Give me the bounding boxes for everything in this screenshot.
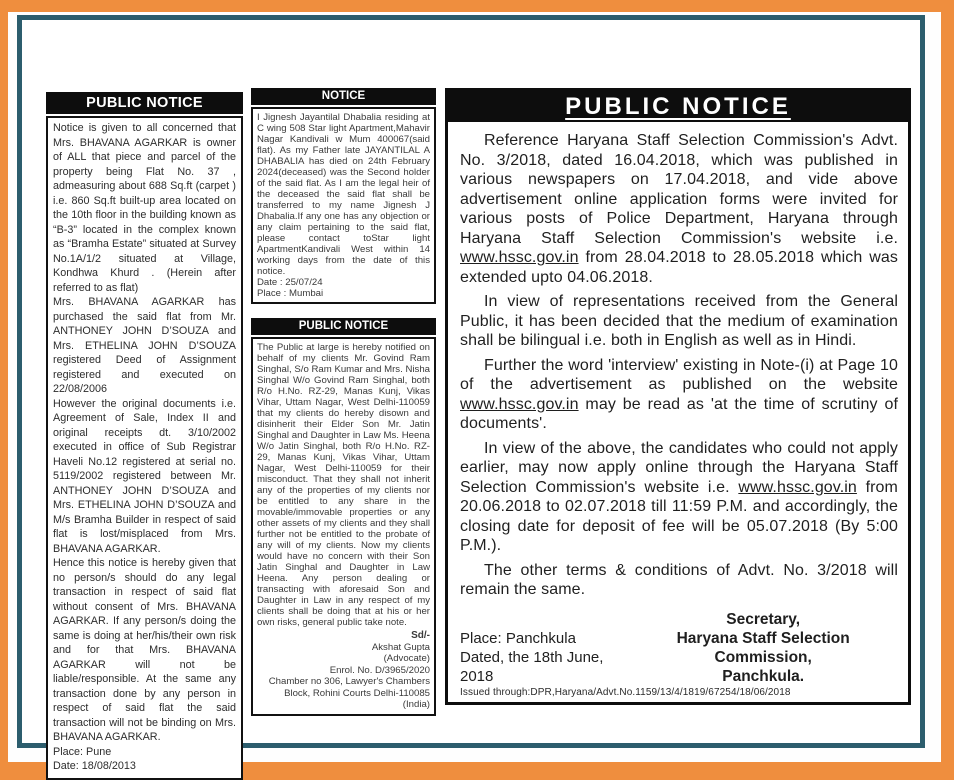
advocate-name: Akshat Gupta xyxy=(371,641,430,653)
middle-top-notice-date: Date : 25/07/24 xyxy=(257,277,323,288)
advocate-address-line-2: Block, Rohini Courts Delhi-110085 (India) xyxy=(284,687,430,710)
hssc-paragraph-1 xyxy=(460,131,898,287)
hssc-paragraph-3-text: Further the word 'interview' existing in Note-(i) at Page 10 of the advertisement as published on the website xyxy=(460,356,898,393)
hssc-paragraph-2: In view of representations received from the General Public, it has been decided that the medium of examination shall be bilingual i.e. both in English as well as in Hindi. xyxy=(460,293,898,349)
hssc-paragraph-4-text: In view of the above, the candidates who could not apply earlier, may now apply online through the Haryana Staff Selection Commission's website i.e. xyxy=(460,439,898,496)
hssc-secretary-block xyxy=(632,610,894,686)
left-notice-paragraph-1: Notice is given to all concerned that Mrs. BHAVANA AGARKAR is owner of ALL that piece and parcel of the property being Flat No. 37 , admeasuring about 688 Sq.ft (carpet ) i.e. 860 Sq.ft built-up area located on the 10th floor in the building known as “B-3” located in the complex known as “Bramha Estate” situated at Survey No.1A/1/2 situated at Village, Kondhwa Khurd . (Herein after referred to as flat) xyxy=(53,122,236,294)
hssc-paragraph-3-text-end: may be read as 'at the time of scrutiny of documents'. xyxy=(460,395,898,432)
middle-bottom-notice-title-bar xyxy=(251,318,436,335)
advocate-enrolment: Enrol. No. D/3965/2020 xyxy=(329,664,430,676)
hssc-issued-through-line: Issued through:DPR,Haryana/Advt.No.1159/13/4/1819/67254/18/06/2018 xyxy=(460,686,791,698)
hssc-signature-row xyxy=(460,610,898,686)
middle-bottom-notice-title: PUBLIC NOTICE xyxy=(298,320,389,332)
left-notice-paragraph-2: Mrs. BHAVANA AGARKAR has purchased the said flat from Mr. ANTHONEY JOHN D’SOUZA and Mrs. ETHELINA JOHN D’SOUZA registered Deed of Assignment registered and executed on 22/08/2006 xyxy=(53,296,236,395)
hssc-notice-body xyxy=(448,122,908,702)
middle-top-notice-body xyxy=(251,107,436,304)
middle-top-notice-title: NOTICE xyxy=(321,90,366,102)
hssc-dated: Dated, the 18th June, 2018 xyxy=(460,648,604,685)
hssc-paragraph-4-text-end: from 20.06.2018 to 02.07.2018 till 11:59 P.M. and accordingly, the closing date for deposit of fee will be 05.07.2018 (By 5:00 P.M.). xyxy=(460,478,898,554)
left-notice-title-bar xyxy=(46,92,243,114)
middle-top-notice xyxy=(251,88,436,304)
advocate-signature-block xyxy=(257,630,430,711)
left-notice-place: Place: Pune xyxy=(53,745,112,758)
hssc-signatory-city: Panchkula. xyxy=(722,667,805,685)
middle-top-notice-place: Place : Mumbai xyxy=(257,288,324,299)
left-notice-paragraph-4: Hence this notice is hereby given that no person/s should do any legal transaction in respect of said flat without consent of Mrs. BHAVANA AGARKAR. If any person/s doing the same is doing at her/his/their own risk and for that Mrs. BHAVANA AGARKAR will not be liable/responsible. At the same any transaction done by any person in respect of said flat the said transaction will not be binding on Mrs. BHAVANA AGARKAR. xyxy=(53,557,236,743)
hssc-website-url: www.hssc.gov.in xyxy=(460,395,579,413)
hssc-paragraph-1-text-end: from 28.04.2018 to 28.05.2018 which was extended upto 04.06.2018. xyxy=(460,249,898,286)
middle-bottom-public-notice xyxy=(251,318,436,716)
hssc-paragraph-1-text: Reference Haryana Staff Selection Commission's Advt. No. 3/2018, dated 16.04.2018, which was published in various newspapers on 17.04.2018, and vide above advertisement online application forms were invited for various posts of Police Department, Haryana through Haryana Staff Selection Commission's website i.e. xyxy=(460,132,898,247)
left-notice-title: PUBLIC NOTICE xyxy=(86,95,203,111)
hssc-signatory-title: Secretary, xyxy=(726,610,801,628)
middle-top-notice-text: I Jignesh Jayantilal Dhabalia residing at C wing 508 Star light Apartment,Mahavir Nagar Kandivali w Mum 400067(said flat). As my Father late JAYANTILAL A DHABALIA has died on 24th February 2024(deceased) was the Second holder of the said flat. As I am the legal heir of the deceased the said flat shall be transferred to my name Jignesh J Dhabalia.If any one has any objection or any claim pertaining to the said flat, please contact toStar light ApartmentKandivali West within 14 working days from the date of this notice. xyxy=(257,112,430,277)
advocate-address-line-1: Chamber no 306, Lawyer's Chambers xyxy=(268,676,430,687)
middle-top-notice-title-bar xyxy=(251,88,436,105)
advocate-role: (Advocate) xyxy=(383,653,430,664)
hssc-website-url: www.hssc.gov.in xyxy=(460,249,579,266)
hssc-signatory-org: Haryana Staff Selection Commission, xyxy=(676,629,850,666)
left-notice-paragraph-3: However the original documents i.e. Agreement of Sale, Index II and original receipts dt. 3/10/2002 executed in office of Sub Registrar Haveli No.12 registered at serial no. 5119/2002 registered between Mr. ANTHONEY JOHN D’SOUZA and Mrs. ETHELINA JOHN D’SOUZA and M/s Bramha Builder in respect of said flat is lost/misplaced from Mrs. BHAVANA AGARKAR. xyxy=(53,397,236,555)
hssc-place: Place: Panchkula xyxy=(460,629,576,647)
signature-sd: Sd/- xyxy=(411,630,430,641)
hssc-website-url: www.hssc.gov.in xyxy=(738,478,857,496)
left-notice-body xyxy=(46,116,243,780)
hssc-notice-title: PUBLIC NOTICE xyxy=(565,93,791,120)
middle-bottom-notice-body xyxy=(251,337,436,716)
hssc-notice-title-bar xyxy=(448,91,908,122)
hssc-paragraph-5: The other terms & conditions of Advt. No. 3/2018 will remain the same. xyxy=(460,561,898,598)
left-notice-date: Date: 18/08/2013 xyxy=(53,760,136,772)
hssc-paragraph-4 xyxy=(460,439,898,556)
middle-bottom-notice-text: The Public at large is hereby notified on behalf of my clients Mr. Govind Ram Singhal, S/o Ram Kumar and Mrs. Nisha Singhal W/o Govind Ram Singhal, both R/o H.No. RZ-29, Manas Kunj, Vikas Vihar, Uttam Nagar, West Delhi-110059 that my clients do hereby disown and disinherit their Elder Son Mr. Jatin Singhal and Daughter in Law Ms. Heena W/o Jatin Singhal, both R/o H.No. RZ-29, Manas Kunj, Vikas Vihar, Uttam Nagar, West Delhi-110059 for their misconduct. That they shall not inherit any of the properties of my clients nor be entitled to any share in the movable/immovable properties or any other assets of my clients and they shall further not be entitled to the probate of any will of my clients. Now my clients would have no concern with their Son Jatin Singhal and Daughter in Law Heena. Any person dealing or transacting with aforesaid Son and Daughter in Law in any respect of my clients shall be doing that at his or her own risks, general public take note. xyxy=(257,342,430,628)
hssc-public-notice xyxy=(445,88,911,705)
hssc-place-block xyxy=(460,629,632,686)
hssc-paragraph-3 xyxy=(460,356,898,434)
left-public-notice xyxy=(46,92,243,780)
